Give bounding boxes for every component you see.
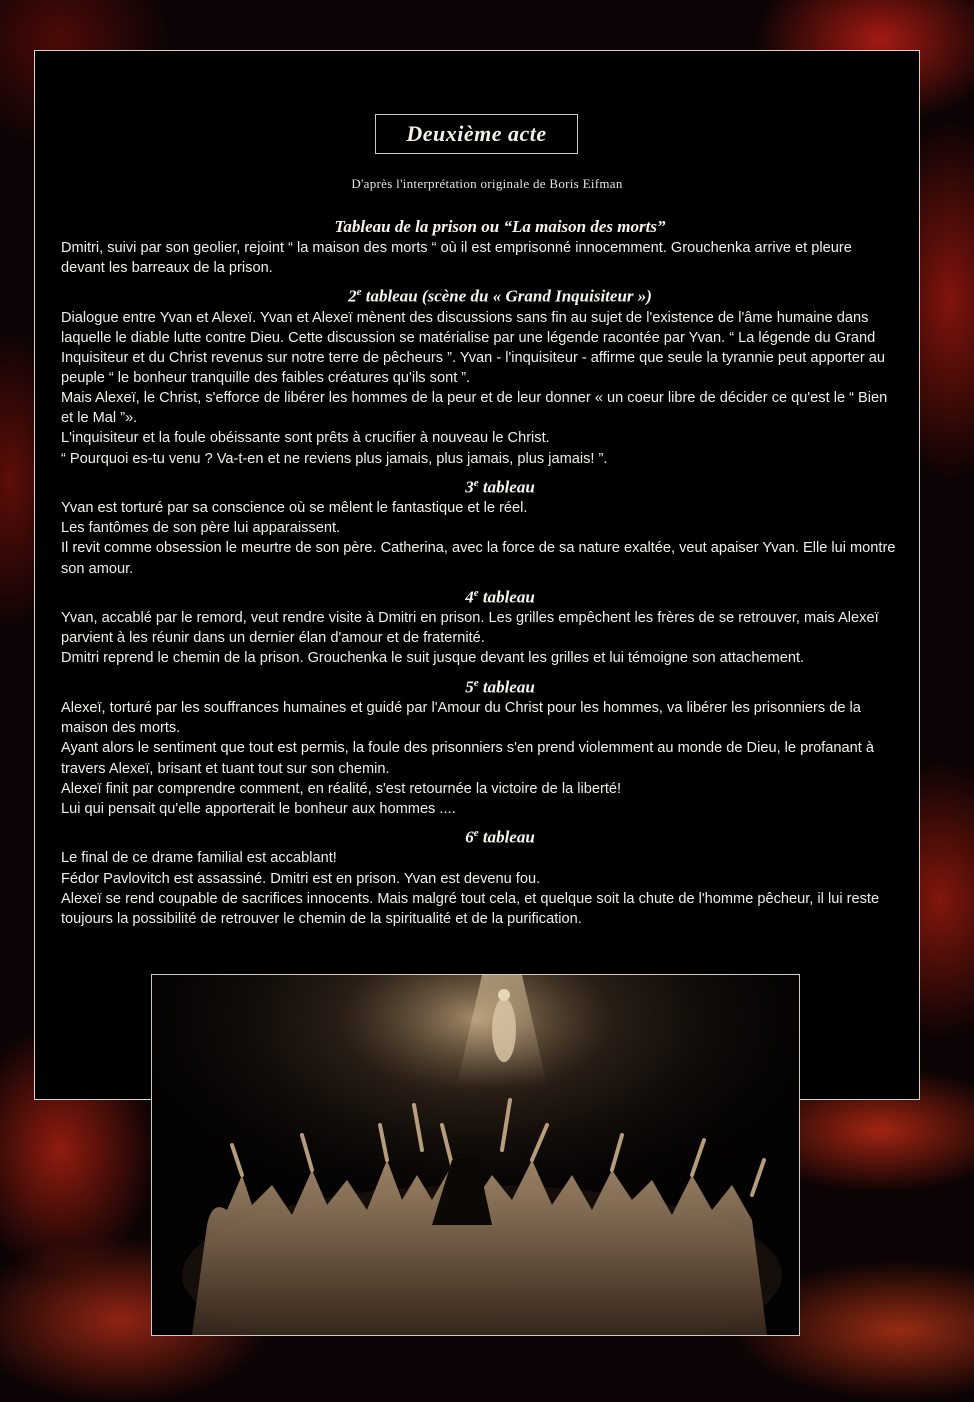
stage-photo: [151, 974, 800, 1336]
section-prison: [61, 216, 899, 278]
section-heading: 4e tableau: [465, 586, 535, 607]
paragraph: Yvan est torturé par sa conscience où se mêlent le fantastique et le réel.: [61, 500, 528, 517]
paragraph: Yvan, accablé par le remord, veut rendre visite à Dmitri en prison. Les grilles empêchent les frères de se retrouver, mais Alexeï parvient à les réunir dans un dernier élan d'amour et de fraternité.: [61, 610, 879, 647]
section-heading: Tableau de la prison ou “La maison des morts”: [334, 217, 666, 236]
paragraph: Alexeï, torturé par les souffrances humaines et guidé par l'Amour du Christ pour les hommes, va libérer les prisonniers de la maison des morts.: [61, 700, 861, 737]
section-heading: 2e tableau (scène du « Grand Inquisiteur »): [348, 286, 652, 306]
paragraph: Dmitri, suivi par son geolier, rejoint “ la maison des morts “ où il est emprisonné innocemment. Grouchenka arrive et pleure devant les barreaux de la prison.: [61, 240, 852, 277]
stage-scene-illustration: [152, 975, 799, 1335]
paragraph: Dialogue entre Yvan et Alexeï. Yvan et Alexeï mènent des discussions sans fin au sujet de l'existence de l'âme humaine dans laquelle le diable lutte contre Dieu. Cette discussion se matérialise par une légende racontée par Yvan. “ La légende du Grand Inquisiteur et du Christ revenus sur notre terre de pêcheurs ”. Yvan - l'inquisiteur - affirme que seule la tyrannie peut apporter au peuple “ le bonheur tranquille des faibles créatures qu'ils sont ”.: [61, 309, 885, 387]
section-5: [61, 673, 899, 819]
paragraph: Lui qui pensait qu'elle apporterait le bonheur aux hommes ....: [61, 800, 456, 817]
section-heading: 6e tableau: [465, 826, 535, 847]
section-4: [61, 583, 899, 669]
paragraph: Mais Alexeï, le Christ, s'efforce de libérer les hommes de la peur et de leur donner « un coeur libre de décider ce qu'est le “ Bien et le Mal ”».: [61, 390, 888, 427]
section-heading: 3e tableau: [465, 476, 535, 497]
section-6: [61, 823, 899, 929]
subtitle: D'après l'interprétation originale de Boris Eifman: [351, 176, 623, 191]
section-heading: 5e tableau: [465, 676, 535, 697]
paragraph: Les fantômes de son père lui apparaissent.: [61, 520, 341, 537]
section-2: [61, 282, 899, 468]
synopsis: [61, 216, 899, 933]
paragraph: Il revit comme obsession le meurtre de son père. Catherina, avec la force de sa nature exaltée, veut apaiser Yvan. Elle lui montre son amour.: [61, 540, 896, 577]
paragraph: Ayant alors le sentiment que tout est permis, la foule des prisonniers s'en prend violemment au monde de Dieu, le profanant à travers Alexeï, brisant et tuant tout sur son chemin.: [61, 740, 874, 777]
act-title: Deuxième acte: [375, 114, 578, 154]
paragraph: Alexeï finit par comprendre comment, en réalité, s'est retournée la victoire de la liberté!: [61, 780, 622, 797]
section-3: [61, 473, 899, 579]
paragraph: Dmitri reprend le chemin de la prison. Grouchenka le suit jusque devant les grilles et lui témoigne son attachement.: [61, 650, 805, 667]
paragraph: “ Pourquoi es-tu venu ? Va-t-en et ne reviens plus jamais, plus jamais, plus jamais! ”.: [61, 450, 608, 467]
paragraph: Le final de ce drame familial est accablant!: [61, 850, 337, 867]
paragraph: Alexeï se rend coupable de sacrifices innocents. Mais malgré tout cela, et quelque soit la chute de l'homme pêcheur, il lui reste toujours la possibilité de retrouver le chemin de la spiritualité et de la purification.: [61, 890, 880, 927]
paragraph: L'inquisiteur et la foule obéissante sont prêts à crucifier à nouveau le Christ.: [61, 430, 550, 447]
paragraph: Fédor Pavlovitch est assassiné. Dmitri est en prison. Yvan est devenu fou.: [61, 870, 541, 887]
